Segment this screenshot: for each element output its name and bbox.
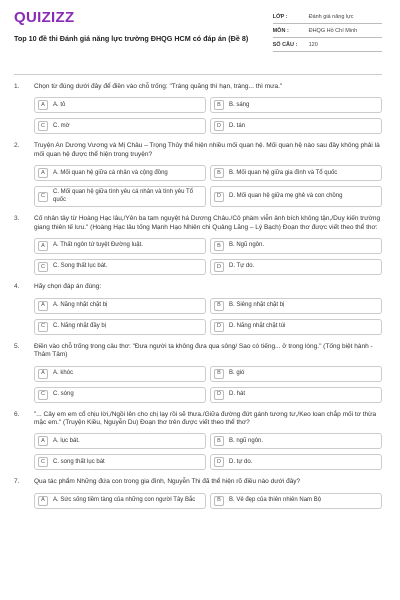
answer-option[interactable] bbox=[34, 298, 206, 314]
option-text: A. Sức sống tiềm tàng của những con người Tây Bắc bbox=[53, 497, 196, 504]
answer-option[interactable] bbox=[210, 186, 382, 207]
option-text: D. Năng nhặt chặt túi bbox=[229, 322, 286, 329]
option-text: B. Mối quan hệ giữa gia đình và Tổ quốc bbox=[229, 169, 338, 176]
question-number: 1. bbox=[14, 83, 20, 90]
option-text: A. lục bát. bbox=[53, 437, 80, 444]
option-letter-box: B bbox=[214, 301, 224, 311]
option-letter-box: C bbox=[38, 262, 48, 272]
option-text: D. tự do. bbox=[229, 458, 253, 465]
question-number: 3. bbox=[14, 215, 20, 223]
document-title: Top 10 đề thi Đánh giá năng lực trường ĐHQG HCM có đáp án (Đề 8) bbox=[14, 34, 249, 43]
answer-option[interactable] bbox=[210, 454, 382, 470]
question-text: Chọn từ đúng dưới đây để điền vào chỗ trống: "Tráng quăng thì hạn, tráng... thì mưa." bbox=[34, 83, 283, 90]
answer-option[interactable] bbox=[34, 118, 206, 134]
question-item bbox=[14, 142, 382, 207]
option-text: A. tỏ bbox=[53, 101, 66, 108]
option-letter-box: A bbox=[38, 168, 48, 178]
answer-option[interactable] bbox=[210, 366, 382, 382]
meta-key: LỚP : bbox=[272, 13, 288, 20]
question-head bbox=[14, 83, 382, 91]
question-item bbox=[14, 411, 382, 471]
option-letter-box: B bbox=[214, 100, 224, 110]
options-grid bbox=[34, 493, 382, 509]
meta-row-count bbox=[273, 38, 382, 52]
question-item bbox=[14, 283, 382, 334]
option-letter-box: D bbox=[214, 192, 224, 202]
option-letter-box: D bbox=[214, 121, 224, 131]
option-text: C. Mối quan hệ giữa tình yêu cá nhân và tình yêu Tổ quốc bbox=[53, 189, 193, 203]
option-letter-box: B bbox=[214, 241, 224, 251]
option-text: C. mờ bbox=[53, 122, 70, 129]
option-text: B. Ngũ ngôn. bbox=[229, 242, 265, 249]
answer-option[interactable] bbox=[34, 493, 206, 509]
option-letter-box: B bbox=[214, 496, 224, 506]
answer-option[interactable] bbox=[34, 259, 206, 275]
question-text: Cố nhân tây từ Hoàng Hạc lâu,/Yên ba tam nguyệt há Dương Châu./Cô phàm viễn ảnh bích không tận,/Duy kiến trường giang thiên tế lưu." (Hoàng Hạc lâu tống Mạnh Hạo Nhiên chi Quảng Lăng – Lý Bạch) Đoạn thơ được viết theo thể thơ: bbox=[34, 215, 381, 231]
options-grid bbox=[34, 298, 382, 335]
question-number: 4. bbox=[14, 283, 20, 291]
answer-option[interactable] bbox=[210, 433, 382, 449]
answer-option[interactable] bbox=[34, 319, 206, 335]
question-list bbox=[14, 83, 382, 509]
answer-option[interactable] bbox=[34, 165, 206, 181]
answer-option[interactable] bbox=[34, 433, 206, 449]
meta-key: MÔN : bbox=[272, 27, 289, 34]
option-letter-box: B bbox=[214, 168, 224, 178]
question-head bbox=[14, 142, 382, 159]
option-text: C. Năng nhặt đầy bị bbox=[53, 322, 107, 329]
option-text: C. song thất lục bát bbox=[53, 458, 105, 465]
option-letter-box: D bbox=[214, 262, 224, 272]
question-head bbox=[14, 343, 382, 360]
option-letter-box: C bbox=[38, 457, 48, 467]
answer-option[interactable] bbox=[210, 319, 382, 335]
answer-option[interactable] bbox=[210, 387, 382, 403]
answer-option[interactable] bbox=[210, 298, 382, 314]
option-letter-box: A bbox=[38, 100, 48, 110]
meta-key: SỐ CÂU : bbox=[272, 41, 298, 48]
question-text: Hãy chọn đáp án đúng: bbox=[34, 283, 102, 291]
option-letter-box: B bbox=[214, 369, 224, 379]
option-text: A. Thất ngôn tứ tuyệt Đường luật. bbox=[53, 242, 143, 249]
option-letter-box: D bbox=[214, 322, 224, 332]
options-grid bbox=[34, 165, 382, 207]
option-letter-box: A bbox=[38, 301, 48, 311]
option-text: D. Mối quan hệ giữa mẹ ghẻ và con chồng bbox=[229, 193, 343, 200]
question-number: 5. bbox=[14, 342, 20, 350]
option-text: C. sóng bbox=[53, 390, 74, 397]
answer-option[interactable] bbox=[34, 454, 206, 470]
option-text: B. Siêng nhặt chặt bị bbox=[229, 301, 285, 308]
answer-option[interactable] bbox=[210, 118, 382, 134]
option-letter-box: C bbox=[38, 390, 48, 400]
quizizz-logo[interactable]: QUIZIZZ bbox=[14, 9, 75, 26]
options-grid bbox=[34, 238, 382, 275]
question-head bbox=[14, 478, 382, 486]
option-letter-box: C bbox=[38, 322, 48, 332]
question-number: 6. bbox=[14, 410, 20, 418]
option-text: A. Năng nhặt chặt bị bbox=[53, 301, 108, 308]
meta-value: Đánh giá năng lực bbox=[308, 13, 354, 20]
option-letter-box: A bbox=[38, 369, 48, 379]
question-number: 7. bbox=[14, 478, 20, 486]
question-head bbox=[14, 283, 382, 291]
meta-row-subject bbox=[273, 24, 382, 38]
question-item bbox=[14, 343, 382, 403]
answer-option[interactable] bbox=[34, 366, 206, 382]
meta-value: 120 bbox=[308, 41, 318, 48]
answer-option[interactable] bbox=[34, 97, 206, 113]
question-item bbox=[14, 83, 382, 134]
options-grid bbox=[34, 366, 382, 403]
option-letter-box: C bbox=[38, 121, 48, 131]
option-text: A. Mối quan hệ giữa cá nhân và cộng đồng bbox=[53, 169, 168, 176]
options-grid bbox=[34, 97, 382, 134]
question-item bbox=[14, 215, 382, 275]
option-letter-box: A bbox=[38, 436, 48, 446]
options-grid bbox=[34, 433, 382, 470]
option-letter-box: D bbox=[214, 457, 224, 467]
option-text: B. ngũ ngôn. bbox=[229, 437, 264, 444]
question-text: Qua tác phẩm Những đứa con trong gia đình, Nguyễn Thi đã thể hiện rõ điều nào dưới đây? bbox=[34, 478, 301, 486]
option-text: B. Vẻ đẹp của thiên nhiên Nam Bộ bbox=[229, 497, 322, 504]
document-header bbox=[14, 10, 382, 66]
answer-option[interactable] bbox=[34, 238, 206, 254]
option-text: D. tán bbox=[229, 122, 246, 129]
answer-option[interactable] bbox=[34, 186, 206, 207]
option-text: C. Song thất lục bát. bbox=[53, 263, 108, 270]
option-text: B. sáng bbox=[229, 101, 250, 108]
meta-value: ĐHQG Hồ Chí Minh bbox=[308, 27, 358, 34]
question-text: Điền vào chỗ trống trong câu thơ: "Đưa người ta không đưa qua sông/ Sao có tiếng... ở trong lòng." (Tống biệt hành - Thâm Tâm) bbox=[34, 342, 373, 359]
option-letter-box: C bbox=[38, 192, 48, 202]
option-text: A. khóc bbox=[53, 369, 74, 376]
option-text: D. hát bbox=[229, 390, 246, 397]
option-letter-box: A bbox=[38, 496, 48, 506]
question-text: Truyện An Dương Vương và Mị Châu – Trọng Thủy thể hiện nhiều mối quan hệ. Mối quan hệ nào sau đây không phải là mối quan hệ được thể hiện trong truyện? bbox=[34, 142, 380, 158]
brand-block bbox=[14, 10, 273, 43]
question-number: 2. bbox=[14, 142, 20, 150]
question-item bbox=[14, 478, 382, 508]
question-head bbox=[14, 411, 382, 428]
answer-option[interactable] bbox=[210, 97, 382, 113]
option-text: B. gió bbox=[229, 369, 245, 376]
meta-row-class bbox=[273, 10, 382, 24]
answer-option[interactable] bbox=[210, 493, 382, 509]
question-head bbox=[14, 215, 382, 232]
header-divider bbox=[14, 74, 382, 75]
option-text: D. Tự do. bbox=[229, 263, 255, 270]
option-letter-box: B bbox=[214, 436, 224, 446]
question-text: "... Cây em em cổ chịu lời,/Ngồi lên cho chị lạy rồi sẽ thưa./Giữa đường đứt gánh tương tư,/Keo loan chắp mối tơ thừa mặc em." (Truyện Kiều, Nguyễn Du) Đoạn thơ trên được viết theo thể thơ? bbox=[34, 410, 377, 426]
answer-option[interactable] bbox=[210, 259, 382, 275]
answer-option[interactable] bbox=[210, 238, 382, 254]
meta-table bbox=[273, 10, 382, 52]
option-letter-box: D bbox=[214, 390, 224, 400]
answer-option[interactable] bbox=[210, 165, 382, 181]
option-letter-box: A bbox=[38, 241, 48, 251]
answer-option[interactable] bbox=[34, 387, 206, 403]
